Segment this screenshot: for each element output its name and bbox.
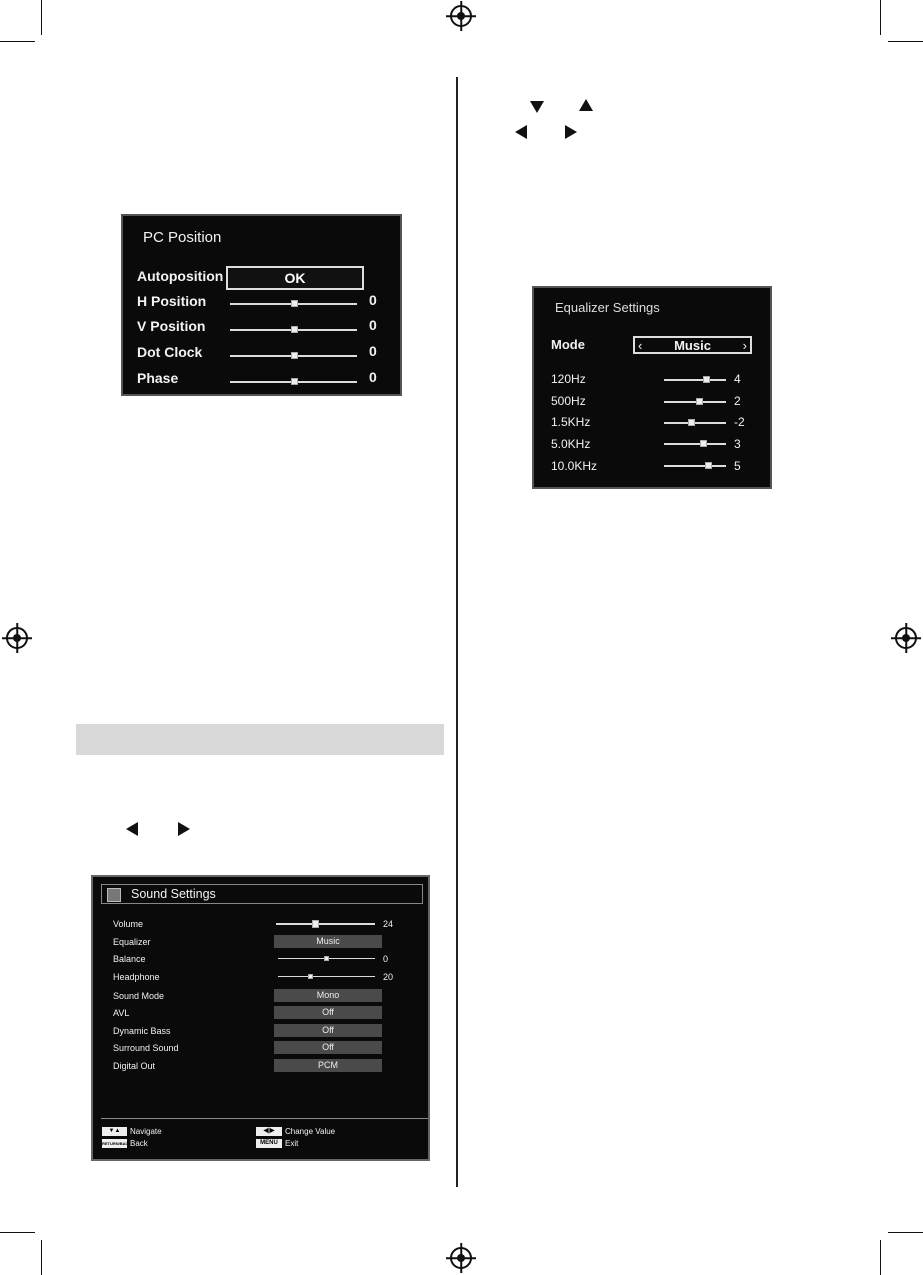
- dot-clock-label: Dot Clock: [137, 344, 203, 360]
- back-hint: Back: [130, 1139, 148, 1148]
- registration-mark-icon: [6, 627, 28, 649]
- slider-knob[interactable]: [291, 378, 298, 385]
- slider-knob[interactable]: [703, 376, 710, 383]
- crop-mark: [41, 1240, 42, 1275]
- volume-value: 24: [383, 919, 394, 929]
- slider-knob[interactable]: [324, 956, 329, 961]
- change-value-hint: Change Value: [285, 1127, 336, 1136]
- headphone-value: 20: [383, 972, 394, 982]
- autoposition-label: Autoposition: [137, 268, 224, 284]
- pc-position-menu: [121, 214, 402, 396]
- crop-mark: [880, 0, 881, 35]
- surround-sound-label: Surround Sound: [113, 1043, 179, 1053]
- avl-label: AVL: [113, 1008, 130, 1018]
- v-position-label: V Position: [137, 318, 206, 334]
- change-value-keys-icon: ◀|▶: [256, 1127, 282, 1136]
- slider-knob[interactable]: [291, 352, 298, 359]
- surround-sound-button[interactable]: Off: [274, 1041, 382, 1054]
- right-arrow-icon: [565, 125, 577, 139]
- mode-value: Music: [674, 338, 711, 353]
- v-position-value: 0: [369, 317, 377, 333]
- band-120hz-value: 4: [734, 372, 741, 386]
- band-120hz-label: 120Hz: [551, 372, 586, 386]
- ok-button[interactable]: OK: [226, 266, 364, 290]
- band-500hz-slider[interactable]: [664, 401, 726, 403]
- dynamic-bass-label: Dynamic Bass: [113, 1026, 171, 1036]
- h-position-label: H Position: [137, 293, 207, 309]
- band-1-5khz-value: -2: [734, 415, 745, 429]
- slider-knob[interactable]: [291, 300, 298, 307]
- band-1-5khz-label: 1.5KHz: [551, 415, 591, 429]
- equalizer-label: Equalizer: [113, 937, 151, 947]
- section-heading-bar: [76, 724, 444, 755]
- crop-mark: [888, 41, 923, 42]
- slider-knob[interactable]: [688, 419, 695, 426]
- sound-settings-menu: [91, 875, 430, 1161]
- headphone-slider[interactable]: [278, 976, 375, 977]
- left-arrow-icon: [126, 822, 138, 836]
- menu-title: Equalizer Settings: [555, 300, 660, 315]
- band-500hz-label: 500Hz: [551, 394, 586, 408]
- avl-button[interactable]: Off: [274, 1006, 382, 1019]
- menu-header: [101, 884, 423, 904]
- exit-hint: Exit: [285, 1139, 299, 1148]
- sound-mode-button[interactable]: Mono: [274, 989, 382, 1002]
- phase-label: Phase: [137, 370, 179, 386]
- dynamic-bass-button[interactable]: Off: [274, 1024, 382, 1037]
- crop-mark: [880, 1240, 881, 1275]
- column-divider: [456, 77, 458, 1187]
- band-10-0khz-value: 5: [734, 459, 741, 473]
- slider-knob[interactable]: [291, 326, 298, 333]
- menu-title: PC Position: [143, 229, 222, 246]
- footer-divider: [101, 1118, 428, 1119]
- down-arrow-icon: [530, 101, 544, 113]
- sound-mode-label: Sound Mode: [113, 991, 165, 1001]
- slider-knob[interactable]: [696, 398, 703, 405]
- digital-out-button[interactable]: PCM: [274, 1059, 382, 1072]
- menu-key-icon: MENU: [256, 1139, 282, 1148]
- h-position-value: 0: [369, 292, 377, 308]
- left-arrow-icon: [515, 125, 527, 139]
- back-key-icon: RETURN/BACK: [102, 1141, 132, 1146]
- slider-knob[interactable]: [308, 974, 313, 979]
- band-10-0khz-slider[interactable]: [664, 465, 726, 467]
- band-10-0khz-label: 10.0KHz: [551, 459, 598, 473]
- crop-mark: [0, 41, 35, 42]
- right-arrow-icon: [178, 822, 190, 836]
- band-120hz-slider[interactable]: [664, 379, 726, 381]
- crop-mark: [888, 1232, 923, 1233]
- equalizer-settings-menu: [532, 286, 772, 489]
- registration-mark-icon: [450, 5, 472, 27]
- mode-selector[interactable]: [633, 336, 752, 354]
- crop-mark: [0, 1232, 35, 1233]
- chevron-left-icon[interactable]: ‹: [638, 338, 643, 353]
- balance-value: 0: [383, 954, 389, 964]
- headphone-label: Headphone: [113, 972, 160, 982]
- navigate-hint: Navigate: [130, 1127, 162, 1136]
- slider-knob[interactable]: [700, 440, 707, 447]
- menu-title: Sound Settings: [131, 887, 216, 901]
- slider-knob[interactable]: [312, 920, 319, 928]
- registration-mark-icon: [450, 1247, 472, 1269]
- navigate-keys-icon: ▼▲: [102, 1127, 127, 1136]
- balance-label: Balance: [113, 954, 146, 964]
- equalizer-value-button[interactable]: Music: [274, 935, 382, 948]
- mode-label: Mode: [551, 337, 585, 352]
- sound-menu-icon: [107, 888, 121, 902]
- volume-label: Volume: [113, 919, 144, 929]
- band-5-0khz-label: 5.0KHz: [551, 437, 591, 451]
- chevron-right-icon[interactable]: ›: [742, 338, 747, 353]
- band-1-5khz-slider[interactable]: [664, 422, 726, 424]
- slider-knob[interactable]: [705, 462, 712, 469]
- up-arrow-icon: [579, 99, 593, 111]
- registration-mark-icon: [895, 627, 917, 649]
- digital-out-label: Digital Out: [113, 1061, 156, 1071]
- volume-slider[interactable]: [276, 923, 375, 925]
- band-5-0khz-value: 3: [734, 437, 741, 451]
- band-500hz-value: 2: [734, 394, 741, 408]
- dot-clock-value: 0: [369, 343, 377, 359]
- crop-mark: [41, 0, 42, 35]
- band-5-0khz-slider[interactable]: [664, 443, 726, 445]
- phase-value: 0: [369, 369, 377, 385]
